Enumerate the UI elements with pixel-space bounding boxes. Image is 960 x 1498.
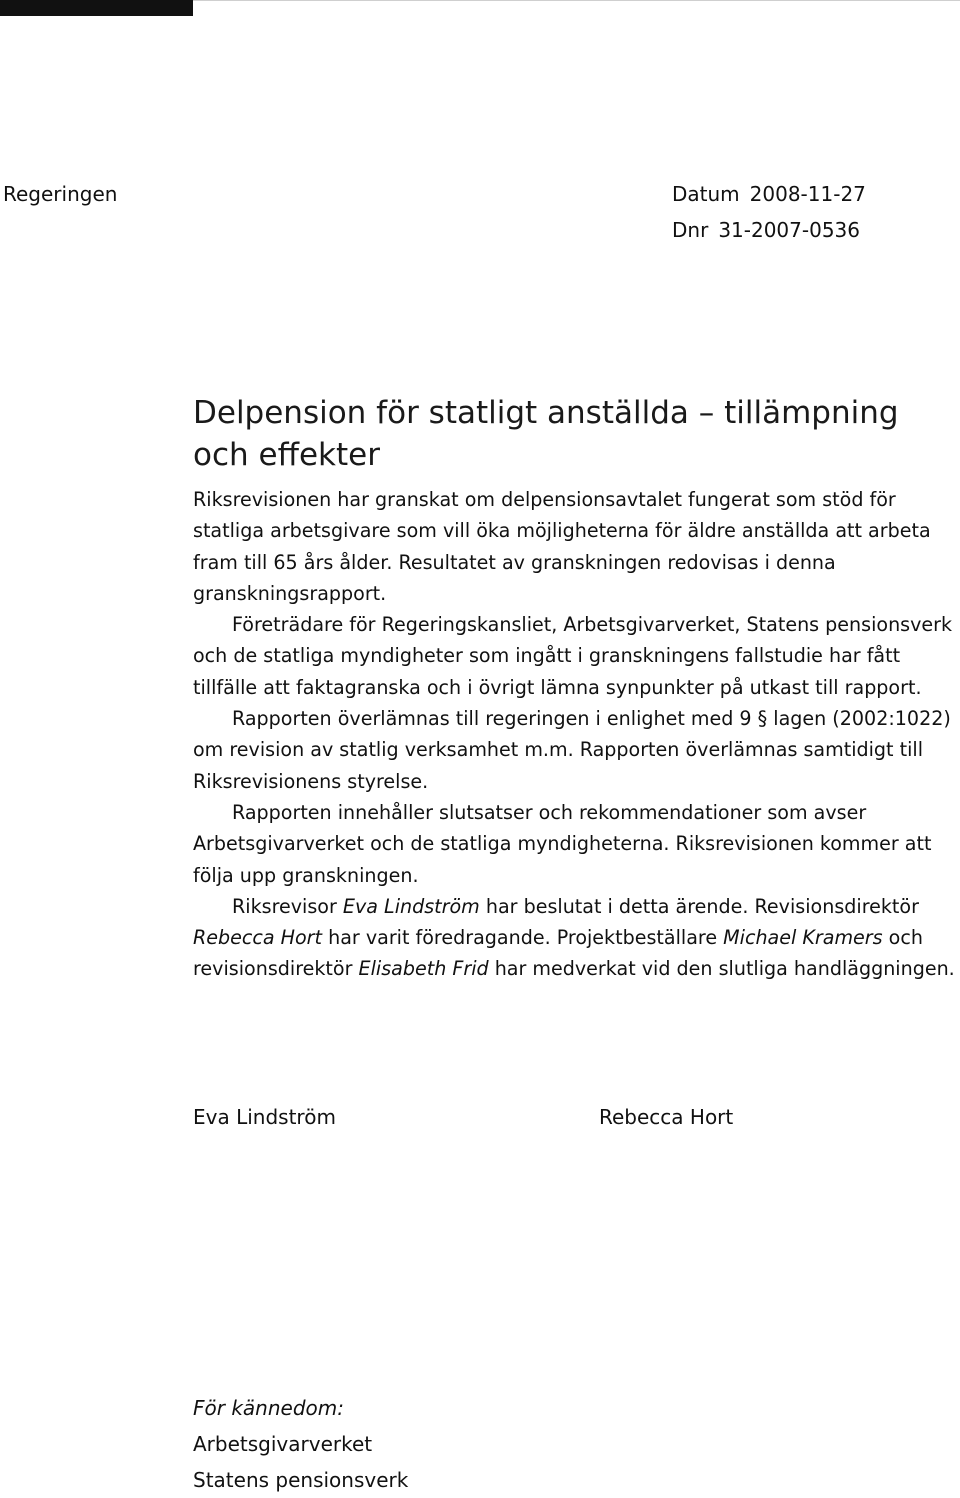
top-hairline [193,0,960,1]
decision-name-commissioner: Michael Kramers [723,926,883,950]
date-label: Datum [672,182,740,206]
paragraph-recommendations: Rapporten innehåller slutsatser och rekommendationer som avser Arbetsgivarverket och de statliga myndigheterna. Riksrevisionen kommer att följa upp granskningen. [193,800,932,887]
date-line [672,180,866,208]
cc-label: För kännedom: [193,1396,344,1420]
signature-auditor: Eva Lindström [193,1105,336,1129]
signature-presenter: Rebecca Hort [599,1105,734,1129]
paragraph-decision [193,891,959,985]
dnr-label: Dnr [672,218,709,242]
decision-text-e: har medverkat vid den slutliga handläggningen. [488,957,955,981]
paragraph-intro: Riksrevisionen har granskat om delpensionsavtalet fungerat som stöd för statliga arbetsgivare som vill öka möjligheterna för äldre anställda att arbeta fram till 65 års ålder. Resultatet av granskningen redovisas i denna granskningsrapport. [193,488,931,605]
decision-text-d: och revisionsdirektör [193,926,923,981]
dnr-line [672,216,860,244]
top-black-bar [0,0,193,16]
decision-text-c: har varit föredragande. Projektbeställare [322,926,724,950]
cc-item-statens-pensionsverk: Statens pensionsverk [193,1468,409,1492]
decision-name-director: Elisabeth Frid [358,957,489,981]
document-body [193,484,959,985]
document-title: Delpension för statligt anställda – tillämpning och effekter [193,395,899,473]
paragraph-review: Företrädare för Regeringskansliet, Arbetsgivarverket, Statens pensionsverk och de statliga myndigheter som ingått i granskningens fallstudie har fått tillfälle att faktagranska och i övrigt lämna synpunkter på utkast till rapport. [193,613,953,699]
dnr-value: 31-2007-0536 [718,218,860,242]
decision-text-a: Riksrevisor [232,894,343,918]
decision-name-auditor: Eva Lindström [342,894,480,918]
cc-item-arbetsgivarverket: Arbetsgivarverket [193,1432,373,1456]
recipient: Regeringen [3,182,118,206]
cc-block [193,1390,408,1498]
paragraph-submission: Rapporten överlämnas till regeringen i enlighet med 9 § lagen (2002:1022) om revision av statlig verksamhet m.m. Rapporten överlämnas samtidigt till Riksrevisionens styrelse. [193,707,951,793]
decision-name-presenter: Rebecca Hort [193,926,323,950]
decision-text-b: har beslutat i detta ärende. Revisionsdirektör [479,894,919,918]
date-value: 2008-11-27 [749,182,866,206]
